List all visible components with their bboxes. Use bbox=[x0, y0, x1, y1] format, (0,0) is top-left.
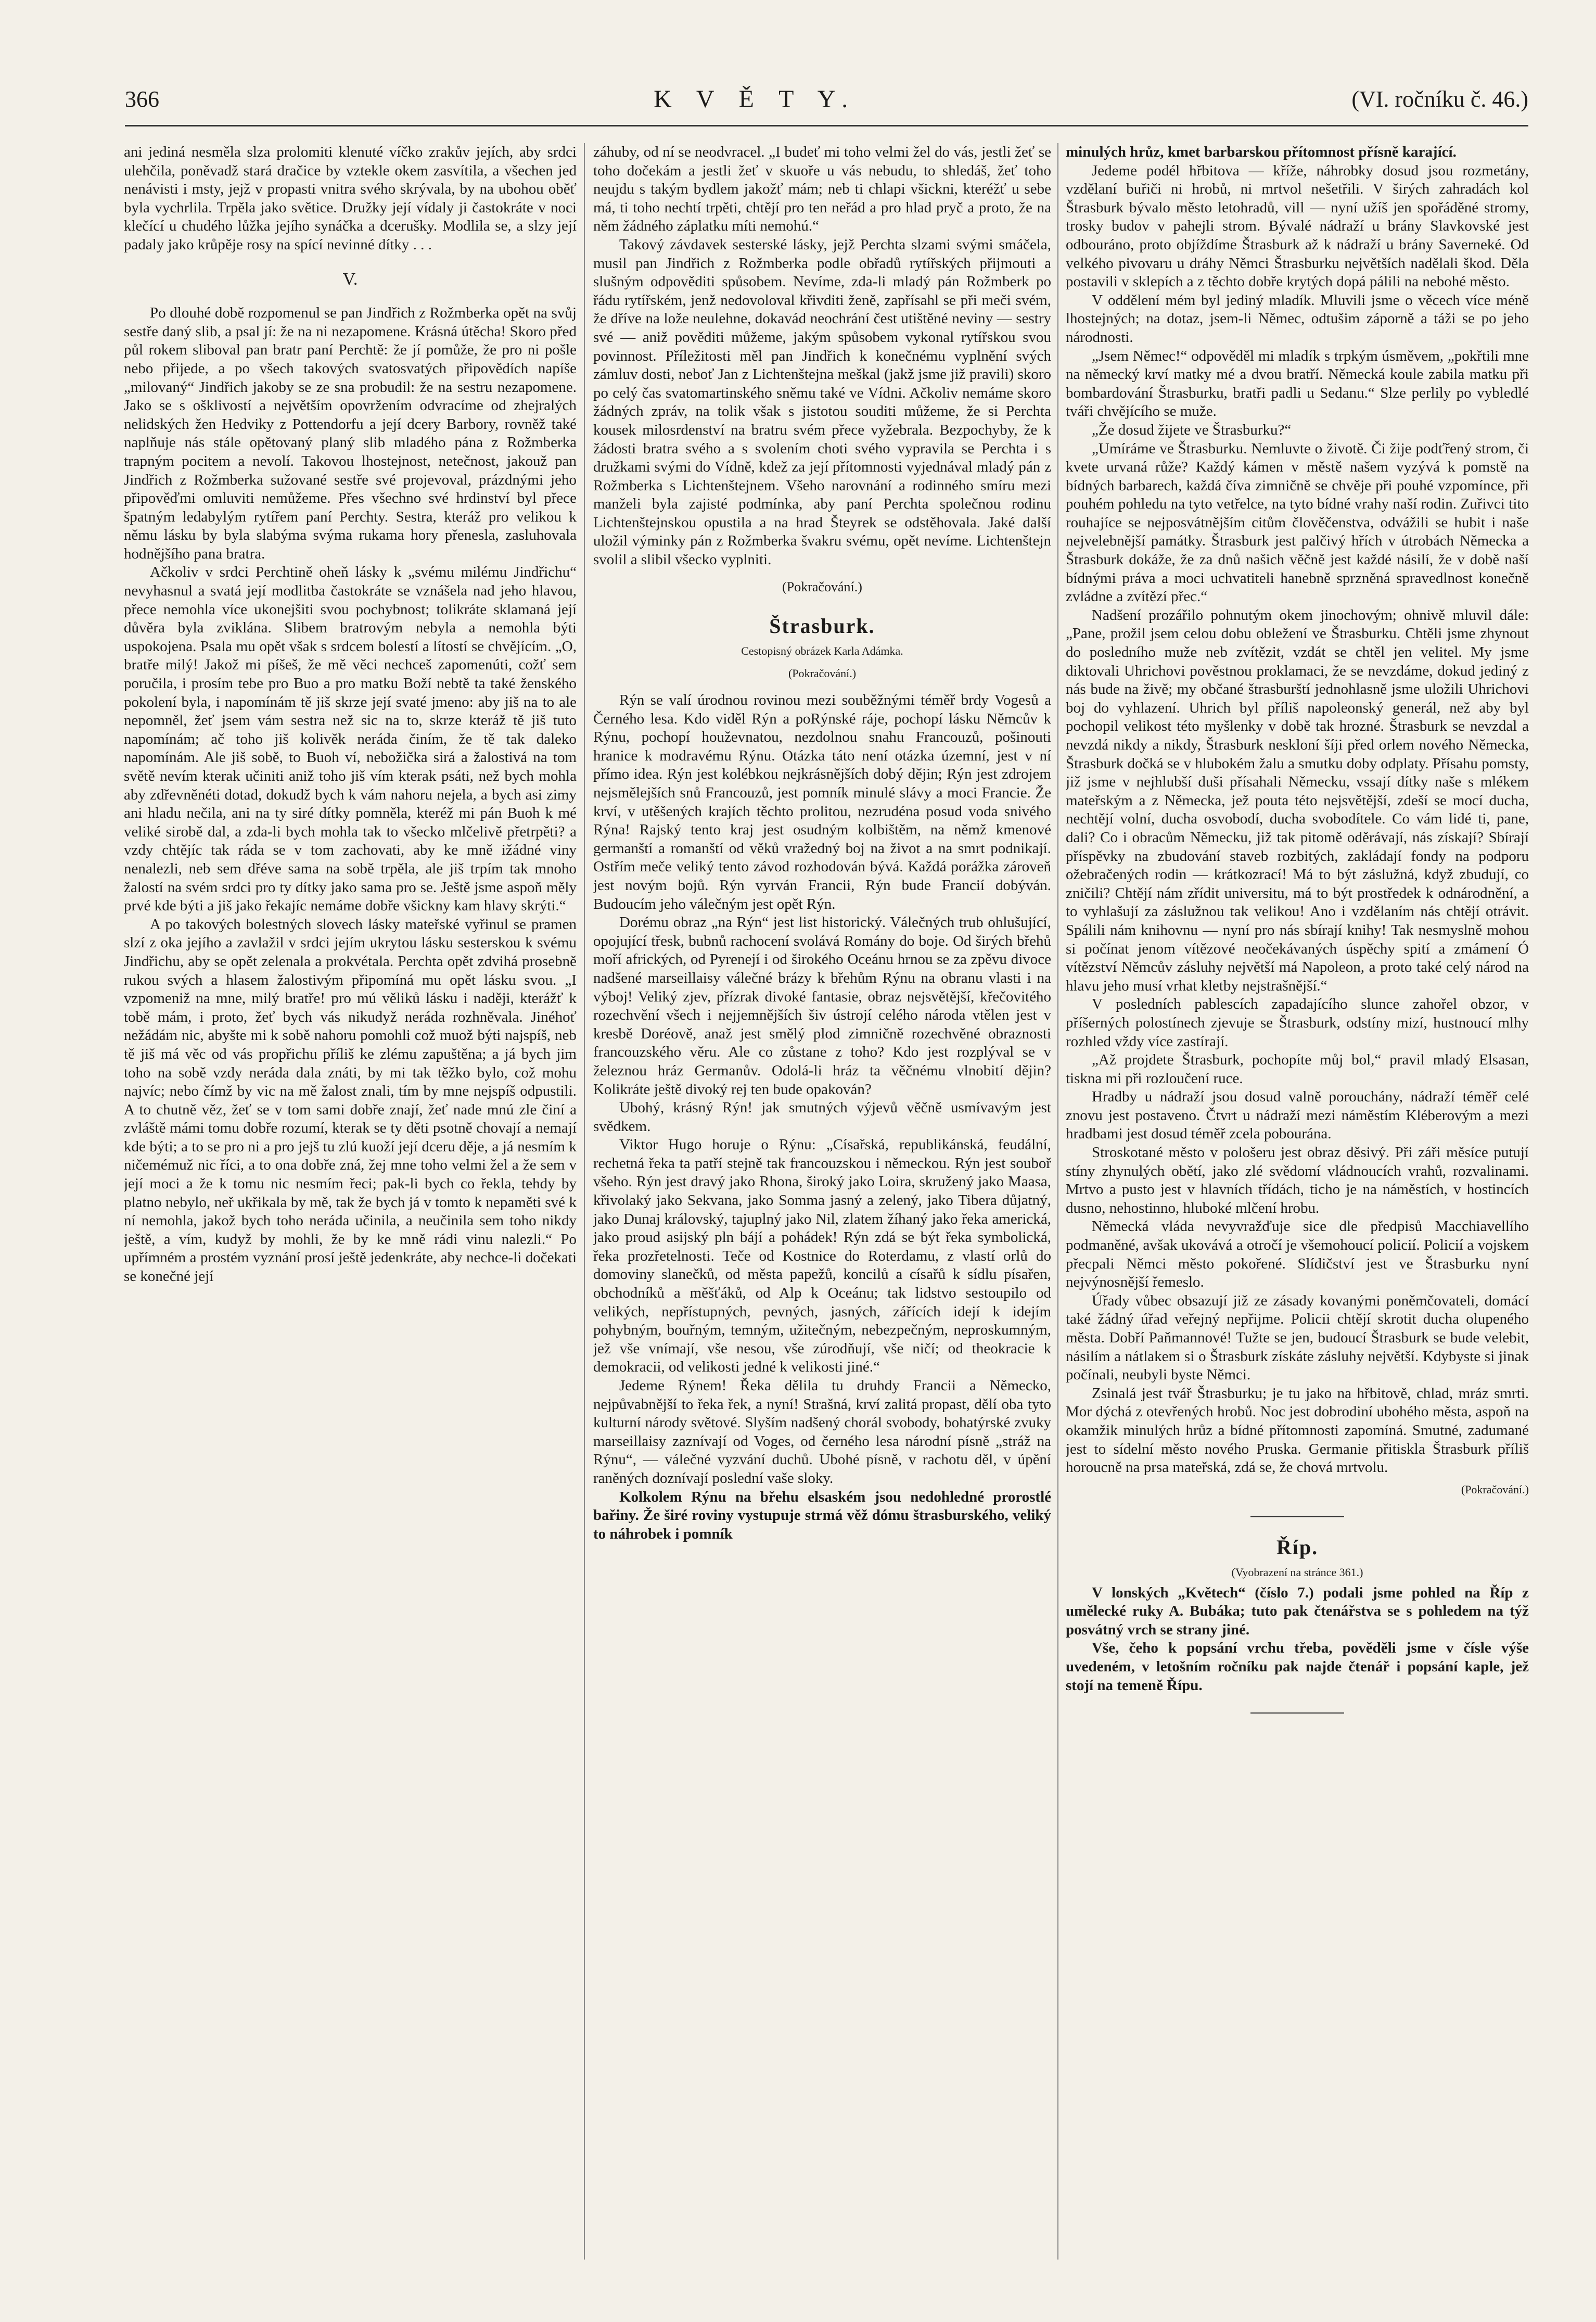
column-3 bbox=[1066, 143, 1529, 2265]
page-header bbox=[125, 78, 1528, 120]
header-rule bbox=[125, 125, 1528, 126]
page-number: 366 bbox=[125, 86, 159, 112]
column-divider bbox=[584, 143, 585, 2260]
paragraph: Rýn se valí úrodnou rovinou mezi souběžnými téměř brdy Vogesů a Černého lesa. Kdo viděl Rýn a poRýnské ráje, pochopí lásku Němcův k Rýnu, pochopí houževnatou, nezdolnou snahu Francouzů, pošinouti hranice k modravému Rýnu. Otázka táto není otázka územní, jest v ní přímo idea. Rýn jest kolébkou nejkrásnějších dobý dějin; Rýn jest zdrojem nejsmělejších snů Francouzů, jest pomník minulé slávy a moci Francie. Že krví, v utěšených krajích těchto prolitou, nezrudéna posud voda snivého Rýna! Rajský tento kraj jest osudným kolbištěm, na němž kmenové germanští a romanští od věků vražedný boj na život a na smrt podnikají. Ostřím meče veliký tento závod rozhodován bývá. Každá porážka zároveň jest novým bojů. Rýn vyrván Francii, Rýn bude Francií dobýván. Budoucím jeho válečným jest opět Rýn. bbox=[593, 692, 1051, 912]
paragraph: Úřady vůbec obsazují již ze zásady kovanými poněmčovateli, domácí také žádný úřad veřejný nepřijme. Policii chtějí skrotit ducha olupeného města. Dobří Paňmannové! Tužte se jen, budoucí Štrasburk se bude velebit, násilím a nátlakem si o Štrasburk získáte zásluhy největší. Kdybyste si jinak počínali, neubyli byste Němci. bbox=[1066, 1292, 1529, 1384]
paragraph: V posledních pablescích zapadajícího slunce zahořel obzor, v příšerných polostínech zjevuje se Štrasburk, odstíny mizí, hustnoucí mlhy rozhled vždy více zastírají. bbox=[1066, 996, 1529, 1050]
section-rule bbox=[1250, 1516, 1344, 1517]
paragraph: V lonských „Květech“ (číslo 7.) podali jsme pohled na Říp z umělecké ruky A. Bubáka; tuto pak čtenářstva se s pohledem na týž posvátný vrch se strany jiné. bbox=[1066, 1584, 1529, 1638]
paragraph: minulých hrůz, kmet barbarskou přítomnost přísně karající. bbox=[1066, 144, 1457, 160]
paragraph: Ačkoliv v srdci Perchtině oheň lásky k „svému milému Jindřichu“ nevyhasnul a svatá její modlitba častokráte se vznášela nad jeho hlavou, přece nemohla více ukonejšiti svou pochybnost; tolikráte sklamaná její důvěra byla zviklána. Slibem bratrovým nebyla a nemohla býti uspokojena. Psala mu opět však s srdcem bolestí a lítostí se chvějícím. „O, bratře milý! Jakož mi píšeš, že mě věci nechceš zapomenúti, cožť sem poručila, i prosím tebe pro Buo a pro matku Boží nebtě ta také ženského pokolení byla, i napomínám tě jiš skrze její svaté jmeno: aby jiš na to ale nepomněl, žeť jsem vám sestra než sic na to, skrze kteráž tě jiš tuto napomínám; ač toho jiš kolivěk neráda činím, že tě tak daleko napomínám. Ale jiš sobě, to Buoh ví, nebožička sirá a žalostivá na tom světě nevím kterak učiniti aniž toho jiš vím kterak psáti, než bych mohla aby zdřevněnéti dotad, dokudž bych k vám nahoru nejela, a bych asi zimy ani hladu nečila, ani na ty siré dítky pomněla, kteréž mi pán Buoh k mé veliké sirobě dal, a zda-li bych mohla tak to všecko mlčelivě přetrpěti? a vzdy chtějíc tak ráda se v tom zachovati, aby ke mně ižádné viny nenalezli, neb sem dřéve sama na sobě trpěla, ale jiš trpím tak mnoho žalostí na svém srdci pro ty dítky jako sama pro se. Ještě jsme aspoň měly prvé kde býti a jiš jako řekajíc nemáme dobře všickny kam hlavy skrýti.“ bbox=[124, 564, 577, 915]
paragraph: „Umíráme ve Štrasburku. Nemluvte o životě. Či žije podťřený strom, či kvete urvaná růže? Každý kámen v městě našem vyzývá k pomstě na bídných barbarech, každá číva zimničně se chvěje při pouhé vzpomínce, při pouhém pohledu na tyto vetřelce, na tyto bídné vrahy naší rodin. Zuřivci tito rouhajíce se nejposvátnějším citům člověčenstva, odvážili se hubit i naše nejvelebnější památky. Štrasburk jest palčivý hřích v útrobách Německa a Štrasburk dokáže, že za dnů našich věčně jest každé násilí, že v době naší bídnými práva a moci uchvatiteli hanebně sprzněná spravedlnost konečně zvládne a zvítězí přec.“ bbox=[1066, 440, 1529, 605]
paragraph: Po dlouhé době rozpomenul se pan Jindřich z Rožmberka opět na svůj sestře daný slib, a psal jí: že na ni nezapomene. Krásná útěcha! Skoro před půl rokem sliboval pan bratr paní Perchtě: že jí pomůže, že pro ni pošle nebo přijede, a po všech takových svatosvatých připovědích napíše „milovaný“ Jindřich jakoby se ze sna probudil: že na sestru nezapomene. Jako se s ošklivostí a největším opovržením odvracíme od zhejralých nelidských žen Hedviky z Pottendorfu a její dcery Barbory, rovněž také naplňuje nás stále opětovaný planý slib mladého pána z Rožmberka trapným pocitem a nevolí. Takovou lhostejnost, netečnost, jakouž pan Jindřich z Rožmberka sužované sestře své projevoval, prázdnými jeho připověďmi omluviti nemůžeme. Přes všechno své hrdinství byl přece špatným ledabylým rytířem paní Perchty. Sestra, kteráž pro velikou k němu lásku by byla slabýma svýma rukama hory přenesla, zasluhovala hodnějšího pana bratra. bbox=[124, 304, 577, 562]
paragraph: Hradby u nádraží jsou dosud valně porouchány, nádraží téměř celé znovu jest postaveno. Čtvrt u nádraží mezi náměstím Kléberovým a mezi hradbami jest dosud téměř zcela pobourána. bbox=[1066, 1088, 1529, 1143]
paragraph: Viktor Hugo horuje o Rýnu: „Císařská, republikánská, feudální, rechetná řeka ta patří stejně tak francouzskou i německou. Rýn jest souboř všeho. Rýn jest dravý jako Rhona, široký jako Loira, skružený jako Maasa, křivolaký jako Sekvana, jako Somma jasný a zelený, jako Tibera důjatný, jako Dunaj královský, tajuplný jako Nil, zlatem žíhaný jako řeka americká, jako proud asijský pln bájí a pohádek! Rýn zdá se být řeka symbolická, řeka prozřetelnosti. Teče od Kostnice do Roterdamu, z vlastí orlů do domoviny slanečků, od města papežů, koncilů a císařů k sídlu písařen, obchodníků a měšťáků, od Alp k Oceánu; tak lidstvo sestoupilo od velikých, nepřístupných, pevných, jasných, zářících idejí k idejím pohybným, bouřným, temným, užitečným, nebezpečným, neproskumným, jež vše vnímají, vše nesou, vše zúrodňují, vše ničí; od theokracie k demokracii, od velikosti jedné k velikosti jiné.“ bbox=[593, 1136, 1051, 1376]
paragraph: Zsinalá jest tvář Štrasburku; je tu jako na hřbitově, chlad, mráz smrti. Mor dýchá z otevřených hrobů. Noc jest dobrodiní ubohého města, aspoň na okamžik minulých hrůz a bídné přítomnosti zapomíná. Smutné, zadumané jest to sídelní město nového Pruska. Germanie přitiskla Štrasburk příliš horoucně na prsa mateřská, zdá se, že chová mrtvolu. bbox=[1066, 1385, 1529, 1476]
paragraph: Dorému obraz „na Rýn“ jest list historický. Válečných trub ohlušující, opojující třesk, bubnů rachocení svolává Romány do boje. Od širých břehů moří afrických, od Pyrenejí i od širokého Oceánu hrnou se za zpěvu divoce nadšené marseillaisy válečné brázy k břehům Rýnu na obranu vlasti i na výboj! Veliký zjev, přízrak divoké fantasie, obraz nejsvětější, křečovitého rozechvění všech i nejjemnějších šiv ústrojí celého národa vtělen jest v kresbě Doréově, anaž jest smělý plod zimničně rozechvěné obraznosti francouzského věru. Ale co zůstane z toho? Kdo jest rozplýval se v železnou hráz Germanův. Odolá-li hráz ta věčnému vlnobití dějin? Kolikráte ještě divoký rej ten bude opakován? bbox=[593, 914, 1051, 1098]
paragraph: Nadšení prozářilo pohnutým okem jinochovým; ohnivě mluvil dále: „Pane, prožil jsem celou dobu obležení ve Štrasburku. Chtěli jsme zhynout do posledního muže neb zvítězit, vzdát se chtěl jen velitel. My jsme diktovali Uhrichovi pověstnou proklamaci, že se nevzdáme, dokud jediný z nás bude na živě; my občané štrasburští jednohlasně jsme uložili Uhrichovi boj do vyhlazení. Uhrich byl příliš napoleonský generál, než aby byl pochopil velikost této myšlenky v době tak hrozné. Štrasburk se nevzdal a nevzdá nikdy a nikdy, Štrasburk neskloní šíji před orlem nového Německa, Štrasburk dočká se v hlubokém žalu a smutku doby odplaty. Přísahu pomsty, již jsme v nejhlubší duši přísahali Německu, vssají dítky naše s mlékem mateřským a z Německa, jež pouta této nejsvětější, zdeší se mocí ducha, nechtějí volní, ducha osvobodí, ducha svobodítele. Co vám lidé ti, pane, dali? Co i obracům Německu, již tak pitomě oděrávají, nás získají? Sbírají příspěvky na zbudování staveb rozbitých, zakládají fondy na podporu ožebračených rodin — krátkozrací! Má to být záslužná, když zbudují, co zničili? Chtějí nám zřídit universitu, má to být prostředek k odnárodnění, a to vyhlašují za záslužnou tak velikou! Ano i vzdělaním nás chtějí otrávit. Spálili nám knihovnu — nyní pro nás sbírají knihy! Tak nesmyslně mohou si počínat jenom vítězové neočekávaných úspěchy spití a zmámení Ó vítězství Němcův zásluhy největší má Napoleon, a proto také celý národ na hlavu jeho musí vrhat kletby nejstrašnější.“ bbox=[1066, 606, 1529, 994]
paragraph: „Jsem Němec!“ odpověděl mi mladík s trpkým úsměvem, „pokřtili mne na německý krví matky mé a dvou bratří. Německá koule zabila matku při bombardování Štrasburku, bratři padli u Sedanu.“ Slze perlily po vybledlé tváři chvějícího se muže. bbox=[1066, 347, 1529, 420]
section-rule bbox=[1250, 1712, 1344, 1714]
continuation-note: (Pokračování.) bbox=[1461, 1482, 1529, 1496]
paragraph: záhuby, od ní se neodvracel. „I budeť mi toho velmi žel do vás, jestli žeť se toho dočekám a jestli žeť v skuoře u vás nebudu, to shledáš, žeť toho neujdu s takým bydlem jakožť mám; neb ti chlapi všickni, kteréžť u sebe má, ti toho nechtí trpěti, chtějí pro ten neřád a pro hlad pryč a proto, že na něm žádného záplatku míti nemohú.“ bbox=[593, 144, 1051, 235]
section-number: V. bbox=[342, 269, 358, 289]
paragraph: Jedeme podél hřbitova — kříže, náhrobky dosud jsou rozmetány, vzdělaní buřiči ni hrobů, ni mrtvol nešetřili. V širých zahradách kol Štrasburk bývalo město letohradů, vill — nyní užíš jen spořáděné stromy, trosky budov v pahejli strom. Bývalé nádraží u brány Slavkovské jest odbouráno, proto objíždíme Štrasburk až k nádraží u brány Saverneké. Od velkého pivovaru u dráhy Němci Štrasburku největších nadělali škod. Děla postavili v sklepích a z těchto dobře krytých dopá pálili na nebohé město. bbox=[1066, 162, 1529, 290]
journal-title: K V Ě T Y. bbox=[654, 85, 858, 113]
column-2 bbox=[593, 143, 1051, 2265]
column-1 bbox=[124, 143, 577, 2265]
continuation-note: (Pokračování.) bbox=[782, 579, 862, 594]
paragraph: Takový závdavek sesterské lásky, jejž Perchta slzami svými smáčela, musil pan Jindřich z Rožmberka podle obřadů rytířských přijmouti a slušným odpověditi spůsobem. Nevíme, zda-li mladý pán Rožmberk po řádu rytířském, jenž nedovoloval křivditi ženě, zapřísahl se při meči svém, že dříve na lože neulehne, dokavád neochrání čest utištěné neviny — sestry své — aniž pověditi můžeme, jakým spůsobem vykonal rytířskou svou povinnost. Příležitosti měl pan Jindřich k konečnému vyplnění svých zámluv dosti, neboť Jan z Lichtenštejna meškal (jakž jsme již pravili) skoro po celý čas svatomartinského sněmu také ve Vídni. Ačkoliv nemáme skoro žádných zpráv, na tolik však s jistotou souditi můžeme, že si Perchta kousek milosrdenství na bratru svém přece vyžebrala. Bezpochyby, že k žádosti bratra svého a s svolením choti svého vypravila se Perchta i s družkami svými do Vídně, kdež za její přítomnosti vyjednával mladý pán z Rožmberka s Lichtenštejnem. Všeho narovnání a rodinného smíru mezi manželi byla zajisté podmínka, aby paní Perchta společnou rodinu Lichtenštejnskou opustila a na hrad Šteyrek se odstěhovala. Jaké další uložil výminky pán z Rožmberka švakru svému, opět nevíme. Lichtenštejn svolil a slibil všecko vyplniti. bbox=[593, 236, 1051, 568]
article-subtitle: Cestopisný obrázek Karla Adámka. bbox=[741, 644, 903, 657]
article-title: Říp. bbox=[1276, 1536, 1319, 1559]
paragraph: V oddělení mém byl jediný mladík. Mluvili jsme o věcech více méně lhostejných; na dotaz, jsem-li Němec, odtušim záporně a táži se po jeho národnosti. bbox=[1066, 291, 1529, 346]
article-title: Štrasburk. bbox=[769, 614, 875, 638]
article-subtitle: (Vyobrazení na stránce 361.) bbox=[1231, 1565, 1363, 1579]
paragraph: Německá vláda nevyvražďuje sice dle předpisů Macchiavellího podmaněné, avšak ukovává a otročí je všemohoucí policií. Policií a vojskem přecpali Němci město pokořené. Slídičství jest ve Štrasburku nyní nejvýnosnější řemeslo. bbox=[1066, 1218, 1529, 1291]
paragraph: „Až projdete Štrasburk, pochopíte můj bol,“ pravil mladý Elsasan, tiskna mi při rozloučení ruce. bbox=[1066, 1051, 1529, 1087]
paragraph: ani jediná nesměla slza prolomiti klenuté víčko zrakův jejích, aby srdci ulehčila, poněvadž stará dračice by vztekle okem zasvítila, a všechen jed nenávisti i msty, jejž v propasti vnitra svého skrývala, by na ubohou oběť byla vychrlila. Trpěla jako světice. Družky její vídaly ji častokráte v noci klečící u chudého lůžka jejího synáčka a dcerušky. Modlila se, a slzy její padaly jako krůpěje rosy na spící nevinné dítky . . . bbox=[124, 144, 577, 253]
paragraph: Kolkolem Rýnu na břehu elsaském jsou nedohledné prorostlé bařiny. Že širé roviny vystupuje strmá věž dómu štrasburského, veliký to náhrobek i pomník bbox=[593, 1488, 1051, 1542]
issue-number: (VI. ročníku č. 46.) bbox=[1351, 86, 1528, 112]
column-divider bbox=[1057, 143, 1058, 2260]
paragraph: Ubohý, krásný Rýn! jak smutných výjevů věčně usmívavým jest svědkem. bbox=[593, 1099, 1051, 1135]
article-continuation: (Pokračování.) bbox=[788, 667, 857, 680]
paragraph: Jedeme Rýnem! Řeka dělila tu druhdy Francii a Německo, nejpůvabnější to řeka řek, a nyní! Strašná, krví zalitá propast, dělí oba tyto kulturní národy světové. Slyším nadšený chorál svobody, bohatýrské zvuky marseillaisy zaznívají od Voges, od černého lesa národní písně „stráž na Rýnu“, — válečné vyzvání duchů. Ubohé písně, v rachotu děl, v úpění raněných doznívají poslední vaše sloky. bbox=[593, 1377, 1051, 1487]
paragraph: A po takových bolestných slovech lásky mateřské vyřinul se pramen slzí z oka jejího a zavlažil v srdci jejím ukrytou lásku sesterskou k svému Jindřichu, aby se opět zelenala a prokvétala. Perchta opět zdvihá prosebně rukou svých a hlasem žalostivým připomíná mu opět lásku svou. „I vzpomeniž na mne, milý bratře! pro mú věliků lásku i naději, kterážť k tobě mám, i proto, žeť bych vás nikudyž neráda rozhněvala. Jinéhoť nežádám nic, abyšte mi k sobě nahoru pomohli což muož býti najspíš, neb tě jiš má věc od vás propřichu příliš ke zlému zapuštěna; a já bych jim toho na sobě vzdy neráda dala znáti, by mi tak těžko bylo, což mohu najvíc; nebo čímž by vic na mě žalost znali, tím by mne nejspíš odpustili. A to chutně věz, žeť se v tom sami dobře znají, žeť nade mnú zle činí a zvláště mámi tomu dobře rozumí, kterak se ty děti psotně chovají a nemají kde býti; a to se pro ni a pro jejš tu zlú kuoží její dceru děje, a já nesmím k ničemémuž nic říci, a to ona dobře zná, žej mne toho velmi žel a že sem v její moci a že k tomu nic nesmím řeci; pak-li bych co řekla, tehdy by platno nebylo, neř ukřikala by mě, tak že bych já v tomto k nepaměti své k ní nemohla, jakož bych toho neráda učinila, a neučinila sem toho nikdy ještě, a vím, kudyž by mohli, že by ke mně rádi vinu nalezli.“ Po upřímném a prostém vyznání prosí ještě jedenkráte, aby nechce-li dočekati se konečné její bbox=[124, 916, 577, 1285]
paragraph: „Že dosud žijete ve Štrasburku?“ bbox=[1092, 421, 1292, 438]
paragraph: Stroskotané město v pološeru jest obraz děsivý. Při záři měsíce putují stíny zhynulých obětí, jako zlé svědomí vládnoucích vrahů, rozvalinami. Mrtvo a pusto jest v hlavních třídách, ticho je na náměstích, v hostincích dusno, nehostinno, hluboké mlčení hrobu. bbox=[1066, 1144, 1529, 1216]
paragraph: Vše, čeho k popsání vrchu třeba, pověděli jsme v čísle výše uvedeném, v letošním ročníku pak najde čtenář i popsání kaple, jež stojí na temeně Řípu. bbox=[1066, 1640, 1529, 1694]
